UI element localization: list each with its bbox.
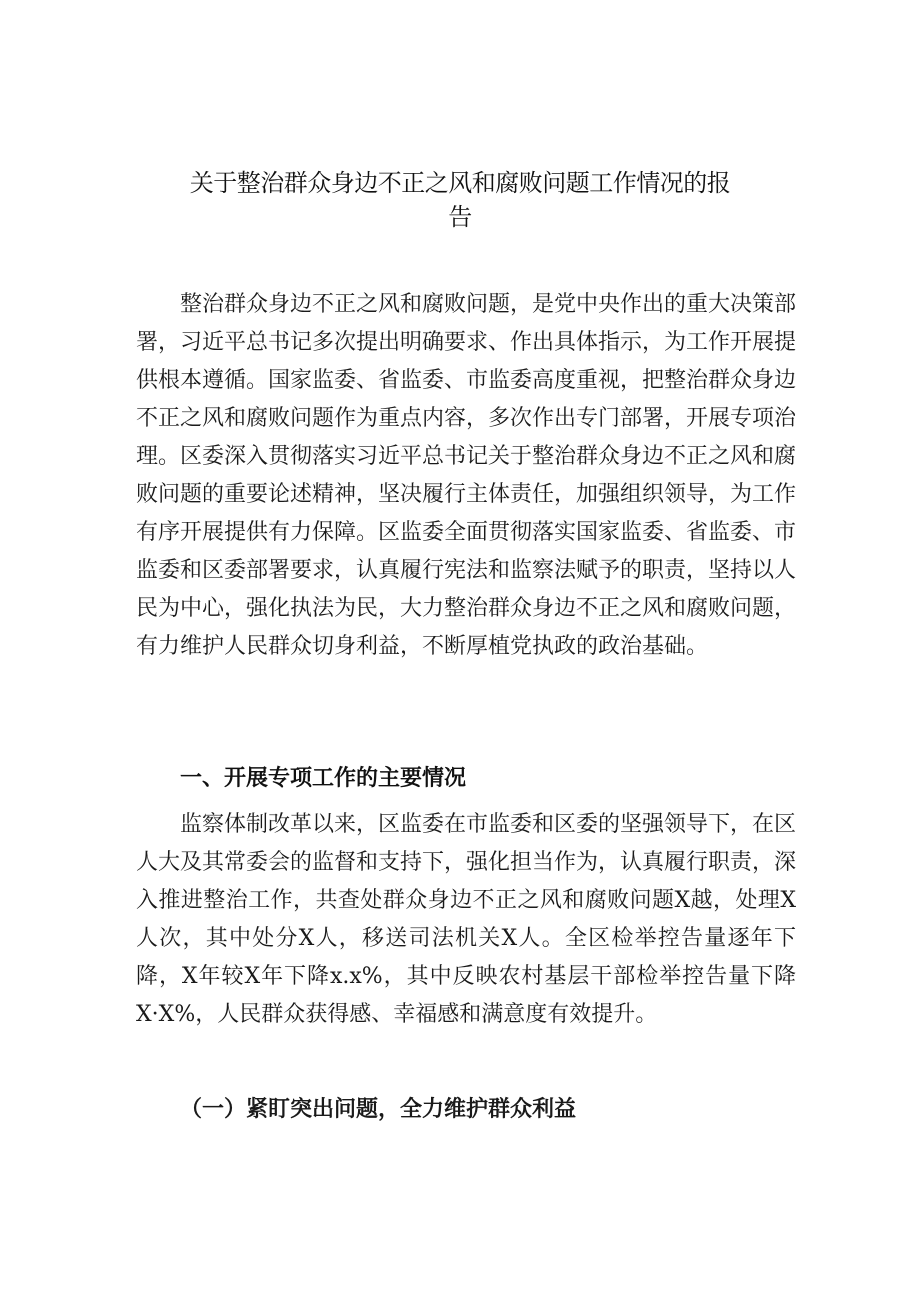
document-title-line-2: 告 <box>448 203 472 231</box>
subsection-heading-1: （一）紧盯突出问题，全力维护群众利益 <box>180 1096 577 1122</box>
paragraph-main-situation: 监察体制改革以来，区监委在市监委和区委的坚强领导下，在区人大及其常委会的监督和支持下，强化担当作为，认真履行职责，深入推进整治工作，共查处群众身边不正之风和腐败问题X越，处理X人次，其中处分X人，移送司法机关X人。全区检举控告量逐年下降，X年较X年下降x.x%，其中反映农村基层干部检举控告量下降X·X%，人民群众获得感、幸福感和满意度有效提升。 <box>136 812 797 1027</box>
document-title-line-1: 关于整治群众身边不正之风和腐败问题工作情况的报 <box>189 169 731 197</box>
section-heading-1: 一、开展专项工作的主要情况 <box>180 766 467 791</box>
paragraph-intro: 整治群众身边不正之风和腐败问题，是党中央作出的重大决策部署，习近平总书记多次提出明确要求、作出具体指示，为工作开展提供根本遵循。国家监委、省监委、市监委高度重视，把整治群众身边不正之风和腐败问题作为重点内容，多次作出专门部署，开展专项治理。区委深入贯彻落实习近平总书记关于整治群众身边不正之风和腐败问题的重要论述精神，坚决履行主体责任，加强组织领导，为工作有序开展提供有力保障。区监委全面贯彻落实国家监委、省监委、市监委和区委部署要求，认真履行宪法和监察法赋予的职责，坚持以人民为中心，强化执法为民，大力整治群众身边不正之风和腐败问题，有力维护人民群众切身利益，不断厚植党执政的政治基础。 <box>136 292 797 659</box>
